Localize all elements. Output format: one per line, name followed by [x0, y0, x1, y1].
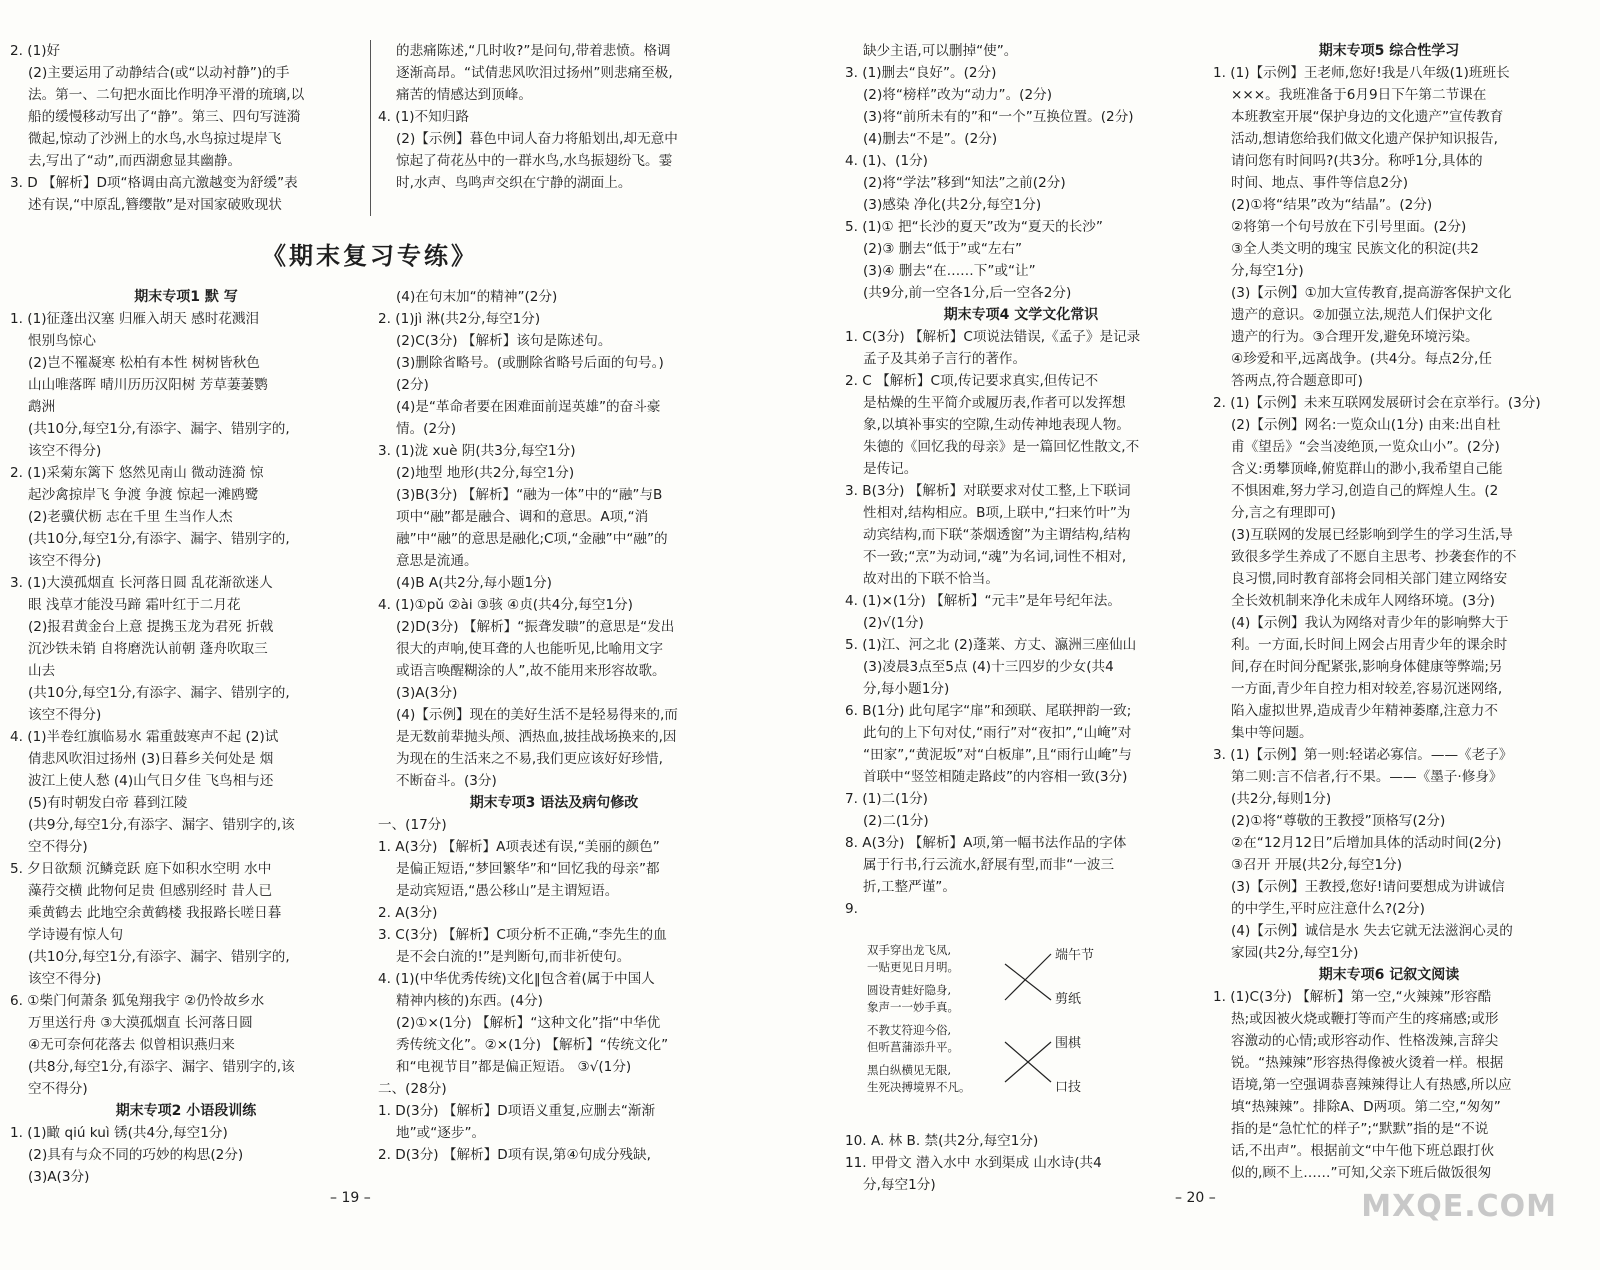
text-line: (2)①将“尊敬的王教授”顶格写(2分): [1231, 813, 1446, 829]
text-line: 5. (1)江、河之北 (2)蓬莱、方丈、瀛洲三座仙山: [845, 637, 1137, 653]
text-line: 2. (1)jì 淋(共2分,每空1分): [378, 311, 541, 327]
text-line: ②在“12月12日”后增加具体的活动时间(2分): [1231, 835, 1502, 851]
text-line: 2. D(3分) 【解析】D项有误,第④句成分残缺,: [378, 1147, 651, 1163]
text-line: 第二则:言不信者,行不果。——《墨子·修身》: [1231, 769, 1503, 785]
matching-left-item: 双手穿出龙飞凤,: [867, 943, 952, 957]
matching-left-item: 不教艾符迎今俗,: [867, 1023, 952, 1037]
text-line: 4. (1)半卷红旗临易水 霜重鼓寒声不起 (2)试: [10, 729, 279, 745]
text-line: 恨别鸟惊心: [28, 333, 96, 349]
text-line: 不惧困难,努力学习,创造自己的辉煌人生。(2: [1231, 483, 1499, 499]
text-line: 是偏正短语,“梦回繁华”和“回忆我的母亲”都: [396, 861, 660, 877]
text-line: 孟子及其弟子言行的著作。: [863, 351, 1027, 367]
text-line: 一、(17分): [378, 817, 447, 833]
section-heading: 期末专项3 语法及病句修改: [469, 795, 639, 811]
right-column-1-tail: [845, 1130, 1197, 1196]
text-line: (2)地型 地形(共2分,每空1分): [396, 465, 575, 481]
text-line: (共10分,每空1分,有添字、漏字、错别字的,: [28, 421, 290, 437]
text-line: ④珍爱和平,远离战争。(共4分。每点2分,任: [1231, 351, 1492, 367]
text-line: (4)【示例】我认为网络对青少年的影响弊大于: [1231, 615, 1509, 631]
text-line: 逐渐高昂。“试倩悲风吹泪过扬州”则悲痛至极,: [396, 65, 673, 81]
text-line: (3)A(3分): [28, 1169, 90, 1185]
text-line: 10. A. 林 B. 禁(共2分,每空1分): [845, 1133, 1039, 1149]
text-line: 船的缓慢移动写出了“静”。第三、四句写涟漪: [28, 109, 301, 125]
text-line: 4. (1)×(1分) 【解析】“元丰”是年号纪年法。: [845, 593, 1121, 609]
text-line: (4)【示例】诚信是水 失去它就无法滋润心灵的: [1231, 923, 1513, 939]
text-line: 或语言唤醒糊涂的人”,故不能用来形容故歌。: [396, 663, 666, 679]
right-page: [845, 40, 1565, 1230]
text-line: 4. (1)、(1分): [845, 153, 928, 169]
text-line: 本班教室开展“保护身边的文化遗产”宣传教育: [1231, 109, 1504, 125]
page-number-right: – 20 –: [1175, 1190, 1216, 1206]
text-line: ④无可奈何花落去 似曾相识燕归来: [28, 1037, 235, 1053]
text-line: 情。(2分): [396, 421, 457, 437]
text-line: 秀传统文化”。②×(1分) 【解析】“传统文化”: [396, 1037, 669, 1053]
text-line: (3)将“前所未有的”和“一个”互换位置。(2分): [863, 109, 1134, 125]
text-line: (2)具有与众不同的巧妙的构思(2分): [28, 1147, 244, 1163]
text-line: 痛苦的情感达到顶峰。: [396, 87, 532, 103]
text-line: 的中学生,平时应注意什么?(2分): [1231, 901, 1425, 917]
text-line: 缺少主语,可以删掉“使”。: [863, 43, 1018, 59]
section-heading: 期末专项2 小语段训练: [115, 1103, 257, 1119]
text-line: 遗产的行为。③合理开发,避免环境污染。: [1231, 329, 1479, 345]
text-line: 利。一方面,长时间上网会占用青少年的课余时: [1231, 637, 1508, 653]
section-title: 《期末复习专练》: [262, 241, 478, 270]
text-line: 1. (1)C(3分) 【解析】第一空,“火辣辣”形容酷: [1213, 989, 1492, 1005]
text-line: ③召开 开展(共2分,每空1分): [1231, 857, 1403, 873]
text-line: 请问您有时间吗?(共3分。称呼1分,具体的: [1231, 153, 1483, 169]
text-line: (3)【示例】①加大宣传教育,提高游客保护文化: [1231, 285, 1512, 301]
text-line: 空不得分): [28, 1081, 88, 1097]
text-line: 微起,惊动了沙洲上的水鸟,水鸟掠过堤岸飞: [28, 131, 282, 147]
matching-left-item: 黑白纵横见无限,: [867, 1063, 952, 1077]
text-line: 是枯燥的生平简介或履历表,作者可以发挥想: [863, 395, 1126, 411]
text-line: 含义:勇攀顶峰,俯览群山的渺小,我希望自己能: [1231, 461, 1503, 477]
text-line: 3. (1)删去“良好”。(2分): [845, 65, 997, 81]
left-column-1: [10, 286, 362, 1188]
text-line: 活动,想请您给我们做文化遗产保护知识报告,: [1231, 131, 1498, 147]
text-line: 该空不得分): [28, 553, 102, 569]
matching-lines: [845, 942, 1197, 1126]
text-line: (4)B A(共2分,每小题1分): [396, 575, 552, 591]
text-line: 波江上使人愁 (4)山气日夕佳 飞鸟相与还: [28, 773, 274, 789]
text-line: 空不得分): [28, 839, 88, 855]
text-line: 该空不得分): [28, 443, 102, 459]
text-line: 3. B(3分) 【解析】对联要求对仗工整,上下联词: [845, 483, 1131, 499]
text-line: 全长效机制来净化未成年人网络环境。(3分): [1231, 593, 1495, 609]
text-line: 语境,第一空强调恭喜辣辣得让人有热感,所以应: [1231, 1077, 1512, 1093]
text-line: 和“电视节目”都是偏正短语。 ③√(1分): [396, 1059, 632, 1075]
text-line: (共9分,每空1分,有添字、漏字、错别字的,该: [28, 817, 295, 833]
match-line-2: [1005, 954, 1051, 1000]
text-line: 陷入虚拟世界,造成青少年精神萎靡,注意力不: [1231, 703, 1498, 719]
text-line: (2分): [396, 377, 429, 393]
text-line: (2)主要运用了动静结合(或“以动衬静”)的手: [28, 65, 290, 81]
text-line: 分,言之有理即可): [1231, 505, 1336, 521]
matching-right-item: 剪纸: [1055, 992, 1082, 1007]
text-line: 2. A(3分): [378, 905, 438, 921]
text-line: 答两点,符合题意即可): [1231, 373, 1363, 389]
text-line: (2)③ 删去“低于”或“左右”: [863, 241, 1023, 257]
text-line: 性相对,结构相应。B项,上联中,“扫来竹叶”为: [863, 505, 1131, 521]
text-line: 2. C 【解析】C项,传记要求真实,但传记不: [845, 373, 1099, 389]
text-line: (2)①×(1分) 【解析】“这种文化”指“中华优: [396, 1015, 661, 1031]
text-line: 3. (1)泷 xuè 阴(共3分,每空1分): [378, 443, 576, 459]
text-line: 首联中“竖笠相随走路歧”的内容相一致(3分): [863, 769, 1128, 785]
matching-left-item: 象声一一妙手真。: [867, 1000, 959, 1014]
text-line: (2)二(1分): [863, 813, 929, 829]
text-line: 倩悲风吹泪过扬州 (3)日暮乡关何处是 烟: [28, 751, 274, 767]
text-line: 万里送行舟 ③大漠孤烟直 长河落日圆: [28, 1015, 253, 1031]
text-line: 指的是“急忙忙的样子”;“默默”指的是“不说: [1231, 1121, 1489, 1137]
text-line: (3)删除省略号。(或删除省略号后面的句号。): [396, 355, 664, 371]
text-line: 为现在的生活来之不易,我们更应该好好珍惜,: [396, 751, 663, 767]
column-divider: [370, 40, 371, 216]
text-line: 11. 甲骨文 潜入水中 水到渠成 山水诗(共4: [845, 1155, 1102, 1171]
right-column-2: [1213, 40, 1565, 1184]
text-line: 鹉洲: [28, 399, 56, 415]
text-line: (2)①将“结果”改为“结晶”。(2分): [1231, 197, 1433, 213]
text-line: 很大的声响,使耳聋的人也能听见,比喻用文字: [396, 641, 663, 657]
text-line: 二、(28分): [378, 1081, 447, 1097]
match-line-1: [1005, 964, 1051, 1000]
matching-right-item: 口技: [1055, 1080, 1082, 1095]
text-line: 精神内核的)东西。(4分): [396, 993, 543, 1009]
text-line: (共9分,前一空各1分,后一空各2分): [863, 285, 1072, 301]
matching-right-item: 端午节: [1055, 948, 1095, 963]
text-line: (3)B(3分) 【解析】“融为一体”中的“融”与B: [396, 487, 663, 503]
text-line: 时间、地点、事件等信息2分): [1231, 175, 1409, 191]
text-line: 起沙禽掠岸飞 争渡 争渡 惊起一滩鸥鹭: [28, 487, 259, 503]
text-line: 是传记。: [863, 461, 918, 477]
page-number-value: 19: [341, 1190, 360, 1206]
text-line: 分,每空1分): [863, 1177, 936, 1193]
text-line: 5. 夕日欲颓 沉鳞竞跃 庭下如积水空明 水中: [10, 861, 272, 877]
text-line: (共10分,每空1分,有添字、漏字、错别字的,: [28, 531, 290, 547]
text-line: 2. (1)采菊东篱下 悠然见南山 微动涟漪 惊: [10, 465, 264, 481]
text-line: 家园(共2分,每空1分): [1231, 945, 1359, 961]
text-line: 该空不得分): [28, 971, 102, 987]
page-number-left: – 19 –: [330, 1190, 371, 1206]
matching-right-item: 围棋: [1055, 1036, 1082, 1051]
text-line: (5)有时朝发白帝 暮到江陵: [28, 795, 188, 811]
text-line: 是动宾短语,“愚公移山”是主谓短语。: [396, 883, 619, 899]
text-line: 沉沙铁未销 自将磨洗认前朝 蓬舟吹取三: [28, 641, 268, 657]
text-line: 2. (1)【示例】未来互联网发展研讨会在京举行。(3分): [1213, 395, 1541, 411]
text-line: (2)√(1分): [863, 615, 924, 631]
text-line: 故对出的下联不恰当。: [863, 571, 999, 587]
text-line: 3. (1)大漠孤烟直 长河落日圆 乱花渐欲迷人: [10, 575, 273, 591]
text-line: 5. (1)① 把“长沙的夏天”改为“夏天的长沙”: [845, 219, 1103, 235]
text-line: (2)将“学法”移到“知法”之前(2分): [863, 175, 1066, 191]
text-line: 3. (1)【示例】第一则:轻诺必寡信。——《老子》: [1213, 747, 1513, 763]
text-line: 学诗谩有惊人句: [28, 927, 124, 943]
text-line: ③全人类文明的瑰宝 民族文化的积淀(共2: [1231, 241, 1479, 257]
text-line: 折,工整严谨”。: [863, 879, 956, 895]
text-line: 该空不得分): [28, 707, 102, 723]
left-page: [10, 40, 730, 1230]
text-line: ②将第一个句号放在下引号里面。(2分): [1231, 219, 1467, 235]
matching-left-item: 一贴更见日月明。: [867, 960, 959, 974]
text-line: 融”中“融”的意思是融化;C项,“金融”中“融”的: [396, 531, 668, 547]
text-line: (2)将“榜样”改为“动力”。(2分): [863, 87, 1053, 103]
text-line: (2)岂不罹凝寒 松柏有本性 树树皆秋色: [28, 355, 260, 371]
text-line: ×××。我班准备于6月9日下午第二节课在: [1231, 87, 1487, 103]
page-number-value: 20: [1186, 1190, 1205, 1206]
text-line: 项中“融”都是融合、调和的意思。A项,“消: [396, 509, 649, 525]
text-line: 眼 浅草才能没马蹄 霜叶红于二月花: [28, 597, 241, 613]
text-line: 9.: [845, 901, 858, 917]
text-line: (2)老骥伏枥 志在千里 生当作人杰: [28, 509, 233, 525]
text-line: 惊起了荷花丛中的一群水鸟,水鸟振翅纷飞。霎: [396, 153, 673, 169]
text-line: (4)删去“不是”。(2分): [863, 131, 998, 147]
text-line: 意思是流通。: [396, 553, 478, 569]
text-line: 4. (1)不知归路: [378, 109, 469, 125]
text-line: 1. (1)【示例】王老师,您好!我是八年级(1)班班长: [1213, 65, 1510, 81]
text-line: 1. (1)征蓬出汉塞 归雁入胡天 感时花溅泪: [10, 311, 260, 327]
text-line: 述有误,“中原乱,簪缨散”是对国家破败现状: [28, 197, 282, 213]
text-line: 似的,顾不上……”可知,父亲下班后做饭很匆: [1231, 1165, 1492, 1181]
text-line: 甫《望岳》“会当凌绝顶,一览众山小”。(2分): [1231, 439, 1500, 455]
text-line: 1. A(3分) 【解析】A项表述有误,“美丽的颜色”: [378, 839, 660, 855]
text-line: 3. C(3分) 【解析】C项分析不正确,“李先生的血: [378, 927, 667, 943]
matching-left-item: 但听菖蒲添升平。: [867, 1040, 959, 1054]
text-line: 动宾结构,而下联“茶烟透窗”为主谓结构,结构: [863, 527, 1131, 543]
text-line: 去,写出了“动”,而西湖愈显其幽静。: [28, 153, 242, 169]
text-line: (2)报君黄金台上意 提携玉龙为君死 折戟: [28, 619, 274, 635]
text-line: “田家”,“黄泥坂”对“白板扉”,且“雨行山崦”与: [863, 747, 1132, 763]
text-line: (共10分,每空1分,有添字、漏字、错别字的,: [28, 685, 290, 701]
right-column-1: [845, 40, 1197, 920]
text-line: 填“热辣辣”。排除A、D两项。第二空,“匆匆”: [1231, 1099, 1501, 1115]
text-line: (3)凌晨3点至5点 (4)十三四岁的少女(共4: [863, 659, 1114, 675]
section-heading: 期末专项4 文学文化常识: [943, 307, 1099, 323]
text-line: 1. D(3分) 【解析】D项语义重复,应删去“渐渐: [378, 1103, 656, 1119]
text-line: (3)【示例】王教授,您好!请问要想成为讲诚信: [1231, 879, 1505, 895]
left-column-2: [378, 286, 730, 1166]
text-line: 6. ①柴门何萧条 狐兔翔我宇 ②仍怜故乡水: [10, 993, 265, 1009]
text-line: 6. B(1分) 此句尾字“扉”和颈联、尾联押韵一致;: [845, 703, 1132, 719]
text-line: (共10分,每空1分,有添字、漏字、错别字的,: [28, 949, 290, 965]
text-line: 热;或因被火烧或鞭打等而产生的疼痛感;或形: [1231, 1011, 1499, 1027]
text-line: (4)在句末加“的精神”(2分): [396, 289, 558, 305]
text-line: (共8分,每空1分,有添字、漏字、错别字的,该: [28, 1059, 295, 1075]
text-line: 乘黄鹤去 此地空余黄鹤楼 我报路长嗟日暮: [28, 905, 282, 921]
text-line: 不一致;“烹”为动词,“魂”为名词,词性不相对,: [863, 549, 1127, 565]
left-top-column-2: [378, 40, 730, 194]
text-line: 朱德的《回忆我的母亲》是一篇回忆性散文,不: [863, 439, 1140, 455]
text-line: 法。第一、二句把水面比作明净平滑的琉璃,以: [28, 87, 305, 103]
text-line: 山去: [28, 663, 56, 679]
text-line: (4)是“革命者要在困难面前逞英雄”的奋斗豪: [396, 399, 661, 415]
matching-left-item: 生死决搏境界不凡。: [867, 1080, 971, 1094]
section-heading: 期末专项5 综合性学习: [1318, 43, 1460, 59]
text-line: 地”或“逐步”。: [396, 1125, 486, 1141]
text-line: 1. C(3分) 【解析】C项说法错误,《孟子》是记录: [845, 329, 1141, 345]
text-line: 藻荇交横 此物何足贵 但感别经时 昔人已: [28, 883, 273, 899]
text-line: (3)互联网的发展已经影响到学生的学习生活,导: [1231, 527, 1513, 543]
text-line: 8. A(3分) 【解析】A项,第一幅书法作品的字体: [845, 835, 1127, 851]
text-line: (3)A(3分): [396, 685, 458, 701]
text-line: 属于行书,行云流水,舒展有型,而非“一波三: [863, 857, 1115, 873]
matching-left-item: 圆设青蛙好隐身,: [867, 983, 952, 997]
text-line: 间,存在时间分配紧张,影响身体健康等弊端;另: [1231, 659, 1503, 675]
left-top-column-1: [10, 40, 362, 216]
text-line: 是不会白流的!”是判断句,而非祈使句。: [396, 949, 631, 965]
text-line: 此句的上下句对仗,“雨行”对“夜扣”,“山崦”对: [863, 725, 1132, 741]
section-heading: 期末专项1 默 写: [134, 289, 238, 305]
text-line: 致很多学生养成了不愿自主思考、抄袭套作的不: [1231, 549, 1517, 565]
text-line: 一方面,青少年自控力相对较差,容易沉迷网络,: [1231, 681, 1503, 697]
text-line: 3. D 【解析】D项“格调由高亢激越变为舒缓”表: [10, 175, 298, 191]
text-line: (2)C(3分) 【解析】该句是陈述句。: [396, 333, 612, 349]
text-line: (共2分,每则1分): [1231, 791, 1332, 807]
text-line: (3)④ 删去“在……下”或“让”: [863, 263, 1036, 279]
text-line: 是无数前辈抛头颅、洒热血,披挂战场换来的,因: [396, 729, 677, 745]
text-line: (3)感染 净化(共2分,每空1分): [863, 197, 1042, 213]
text-line: 山山唯落晖 晴川历历汉阳树 芳草萋萋鹦: [28, 377, 268, 393]
watermark-logo: MXQE.COM: [1361, 1189, 1557, 1224]
text-line: 的悲痛陈述,“几时收?”是问句,带着悲愤。格调: [396, 43, 671, 59]
section-heading: 期末专项6 记叙文阅读: [1318, 967, 1460, 983]
text-line: (2)【示例】暮色中词人奋力将船划出,却无意中: [396, 131, 678, 147]
text-line: 容激动的心情;或形容动作、性格泼辣,言辞尖: [1231, 1033, 1499, 1049]
text-line: 集中等问题。: [1231, 725, 1313, 741]
text-line: 不断奋斗。(3分): [396, 773, 497, 789]
text-line: (2)D(3分) 【解析】“振聋发聩”的意思是“发出: [396, 619, 675, 635]
text-line: 2. (1)好: [10, 43, 61, 59]
text-line: 1. (1)瞰 qiú kuì 锈(共4分,每空1分): [10, 1125, 228, 1141]
text-line: 良习惯,同时教育部将会同相关部门建立网络安: [1231, 571, 1508, 587]
text-line: 4. (1)①pǔ ②ài ③骇 ④贞(共4分,每空1分): [378, 597, 633, 613]
text-line: 遗产的意识。②加强立法,规范人们保护文化: [1231, 307, 1493, 323]
text-line: (4)【示例】现在的美好生活不是轻易得来的,而: [396, 707, 678, 723]
text-line: 分,每小题1分): [863, 681, 950, 697]
text-line: 分,每空1分): [1231, 263, 1304, 279]
text-line: 7. (1)二(1分): [845, 791, 928, 807]
text-line: 时,水声、鸟鸣声交织在宁静的湖面上。: [396, 175, 632, 191]
text-line: 话,不出声”。根据前文“中午他下班总跟打伙: [1231, 1143, 1495, 1159]
text-line: 象,以填补事实的空隙,生动传神地表现人物。: [863, 417, 1130, 433]
text-line: 锐。“热辣辣”形容热得像被火烫着一样。根据: [1231, 1055, 1504, 1071]
text-line: (2)【示例】网名:一览众山(1分) 由来:出自杜: [1231, 417, 1501, 433]
text-line: 4. (1)(中华优秀传统)文化‖包含着(属于中国人: [378, 971, 655, 987]
matching-diagram: [845, 942, 1197, 1126]
